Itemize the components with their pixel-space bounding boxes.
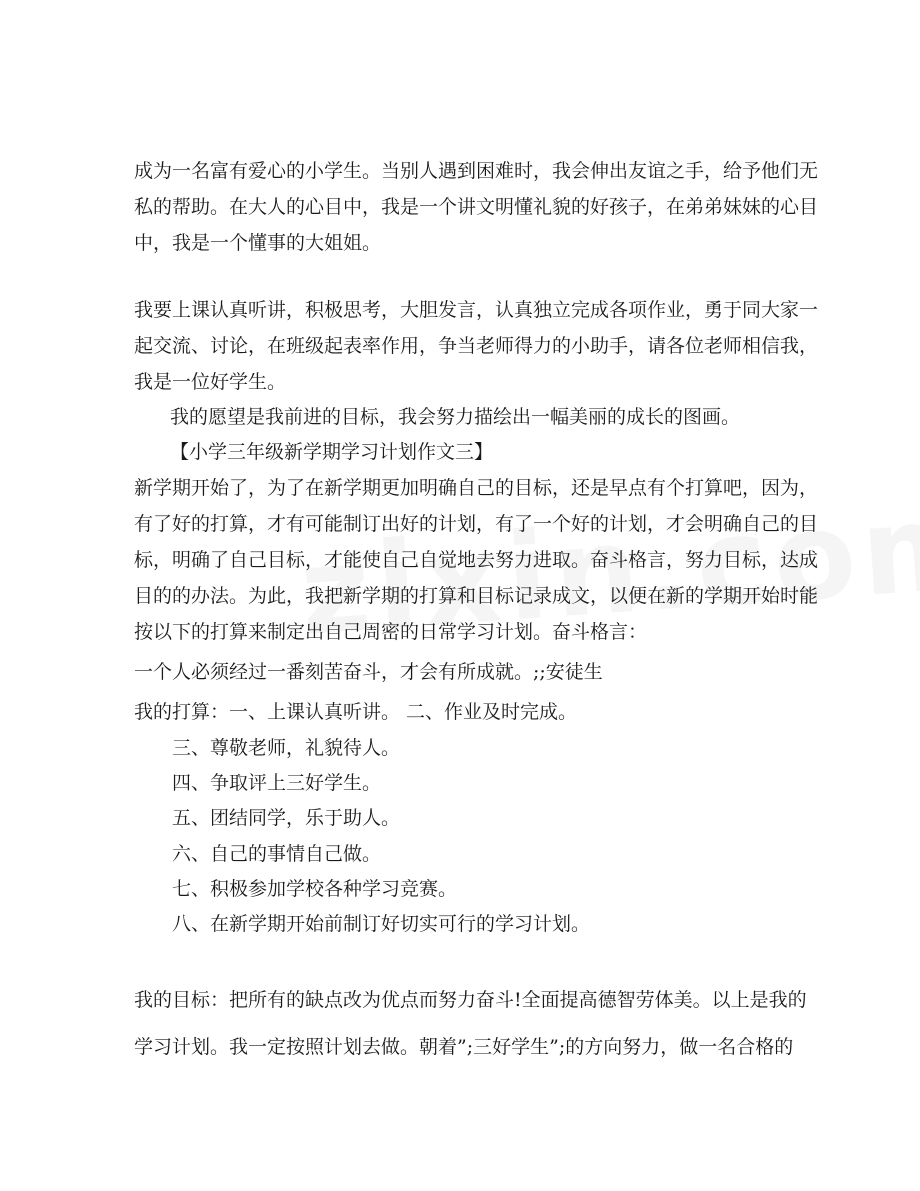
body-line: 目的的办法。为此，我把新学期的打算和目标记录成文，以便在新的学期开始时能 [134, 585, 819, 607]
plan-item: 六、自己的事情自己做。 [172, 843, 382, 865]
goal-line: 学习计划。我一定按照计划去做。朝着”;三好学生”;的方向努力，做一名合格的 [134, 1036, 794, 1058]
body-line: 中，我是一个懂事的大姐姐。 [134, 232, 382, 254]
body-line: 我的愿望是我前进的目标，我会努力描绘出一幅美丽的成长的图画。 [170, 406, 741, 428]
body-line: 成为一名富有爱心的小学生。当别人遇到困难时，我会伸出友谊之手，给予他们无 [134, 160, 819, 182]
plan-item: 五、团结同学，乐于助人。 [172, 807, 401, 829]
section-heading: 【小学三年级新学期学习计划作文三】 [170, 441, 494, 463]
body-line: 我是一位好学生。 [134, 371, 287, 393]
body-line: 有了好的打算，才有可能制订出好的计划，有了一个好的计划，才会明确自己的目 [134, 513, 819, 535]
plan-item: 三、尊敬老师，礼貌待人。 [172, 737, 401, 759]
body-line: 起交流、讨论，在班级起表率作用，争当老师得力的小助手，请各位老师相信我， [134, 335, 819, 357]
goal-line: 我的目标：把所有的缺点改为优点而努力奋斗!全面提高德智劳体美。以上是我的 [134, 989, 807, 1011]
body-line: 新学期开始了，为了在新学期更加明确自己的目标，还是早点有个打算吧，因为， [134, 477, 819, 499]
plan-item: 八、在新学期开始前制订好切实可行的学习计划。 [172, 913, 591, 935]
plan-line: 我的打算：一、上课认真听讲。 二、作业及时完成。 [134, 701, 578, 723]
plan-item: 七、积极参加学校各种学习竞赛。 [172, 878, 458, 900]
body-line: 按以下的打算来制定出自己周密的日常学习计划。奋斗格言： [134, 621, 648, 643]
body-line: 我要上课认真听讲，积极思考，大胆发言，认真独立完成各项作业，勇于同大家一 [134, 299, 819, 321]
motto-line: 一个人必须经过一番刻苦奋斗，才会有所成就。;;安徒生 [134, 661, 603, 683]
body-line: 标，明确了自己目标，才能使自己自觉地去努力进取。奋斗格言，努力目标，达成 [134, 549, 819, 571]
plan-item: 四、争取评上三好学生。 [172, 772, 382, 794]
body-line: 私的帮助。在大人的心目中，我是一个讲文明懂礼貌的好孩子，在弟弟妹妹的心目 [134, 196, 819, 218]
